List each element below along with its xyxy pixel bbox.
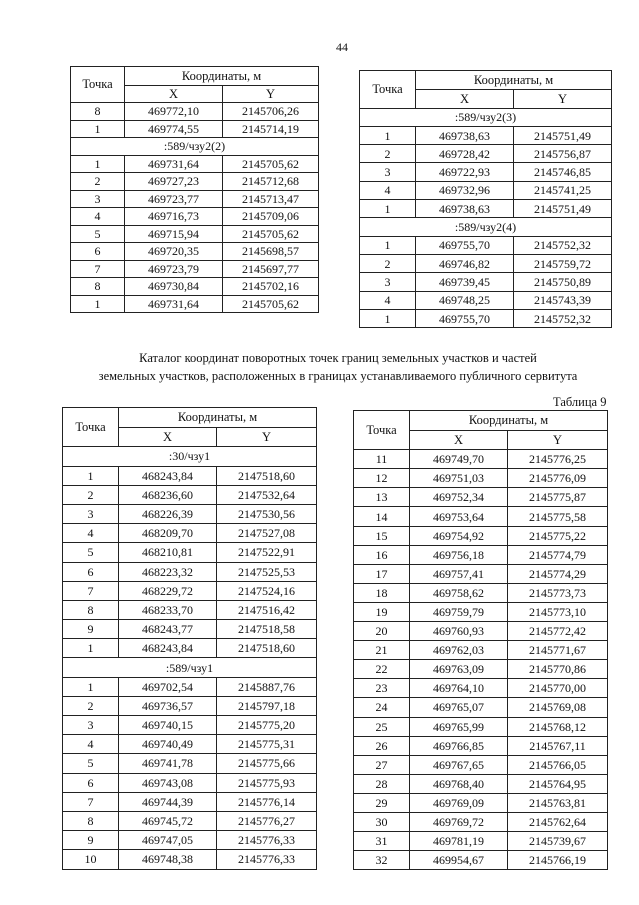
cell-x: 468236,60 [119,485,217,504]
cell-x: 469758,62 [410,583,508,602]
cell-y: 2145766,05 [508,755,608,774]
table-row [354,622,608,641]
header-y: Y [217,428,317,447]
header-x: X [410,431,508,450]
cell-point: 3 [360,163,416,181]
cell-x: 469723,77 [125,190,223,208]
cell-y: 2145767,11 [508,736,608,755]
table-row [360,200,612,218]
cell-x: 469765,99 [410,717,508,736]
cell-point: 6 [63,773,119,792]
cell-y: 2147518,58 [217,620,317,639]
table-bottom-left [62,407,317,870]
table-row [360,291,612,309]
cell-x: 469741,78 [119,754,217,773]
table-row [354,660,608,679]
table-row [63,811,317,830]
cell-point: 24 [354,698,410,717]
cell-x: 468233,70 [119,600,217,619]
cell-point: 5 [63,543,119,562]
cell-y: 2145750,89 [514,273,612,291]
table-row [71,120,319,138]
cell-point: 7 [71,260,125,278]
cell-y: 2145771,67 [508,641,608,660]
cell-point: 15 [354,526,410,545]
table-row [360,273,612,291]
table-row [63,543,317,562]
cell-point: 1 [360,126,416,144]
cell-point: 5 [63,754,119,773]
cell-y: 2145775,93 [217,773,317,792]
cell-y: 2145769,08 [508,698,608,717]
cell-x: 469744,39 [119,792,217,811]
table-row [63,850,317,869]
table-row [71,208,319,226]
cell-x: 469738,63 [416,126,514,144]
cell-x: 469732,96 [416,181,514,199]
cell-x: 468226,39 [119,504,217,523]
table-row [354,755,608,774]
cell-point: 11 [354,450,410,469]
cell-x: 469762,03 [410,641,508,660]
table-row [354,507,608,526]
table-row [354,488,608,507]
cell-x: 469748,38 [119,850,217,869]
catalog-caption-line-1: Каталог координат поворотных точек границ земельных участков и частей [139,351,537,365]
cell-x: 469731,64 [125,295,223,313]
cell-point: 6 [71,243,125,261]
cell-x: 469748,25 [416,291,514,309]
table-row [360,126,612,144]
cell-y: 2145705,62 [223,225,319,243]
cell-y: 2145776,09 [508,469,608,488]
cell-point: 8 [71,103,125,121]
section-title: :30/чзу1 [63,447,317,466]
cell-point: 23 [354,679,410,698]
cell-point: 3 [71,190,125,208]
table-top-left [70,66,319,313]
header-y: Y [514,90,612,108]
table-row [63,735,317,754]
cell-y: 2145712,68 [223,173,319,191]
cell-x: 468229,72 [119,581,217,600]
cell-x: 469723,79 [125,260,223,278]
cell-point: 8 [63,600,119,619]
cell-point: 26 [354,736,410,755]
table-row [360,254,612,272]
cell-x: 469720,35 [125,243,223,261]
cell-point: 3 [63,504,119,523]
cell-y: 2147516,42 [217,600,317,619]
header-point: Точка [63,408,119,447]
cell-x: 469753,64 [410,507,508,526]
cell-y: 2145774,29 [508,564,608,583]
table-row [63,620,317,639]
cell-x: 469739,45 [416,273,514,291]
table-row [360,309,612,327]
cell-point: 1 [360,236,416,254]
cell-x: 468210,81 [119,543,217,562]
table-row [354,736,608,755]
table-row [63,581,317,600]
cell-point: 7 [63,581,119,600]
cell-y: 2145776,33 [217,850,317,869]
table-row [63,773,317,792]
table-row [71,103,319,121]
table-row [63,600,317,619]
table-row [360,163,612,181]
cell-y: 2145766,19 [508,851,608,870]
cell-x: 469754,92 [410,526,508,545]
table-row [354,774,608,793]
table-row [71,260,319,278]
cell-y: 2145698,57 [223,243,319,261]
cell-y: 2147532,64 [217,485,317,504]
table-row [71,243,319,261]
cell-point: 8 [63,811,119,830]
cell-point: 28 [354,774,410,793]
cell-point: 6 [63,562,119,581]
cell-x: 468209,70 [119,524,217,543]
cell-x: 469769,72 [410,812,508,831]
cell-x: 469727,23 [125,173,223,191]
header-x: X [416,90,514,108]
cell-y: 2147522,91 [217,543,317,562]
cell-x: 469764,10 [410,679,508,698]
cell-y: 2145751,49 [514,200,612,218]
cell-y: 2145714,19 [223,120,319,138]
cell-y: 2145775,66 [217,754,317,773]
cell-x: 469702,54 [119,677,217,696]
table-row [63,677,317,696]
cell-x: 469763,09 [410,660,508,679]
cell-x: 469768,40 [410,774,508,793]
cell-y: 2145775,20 [217,716,317,735]
cell-point: 2 [360,145,416,163]
cell-y: 2145705,62 [223,295,319,313]
catalog-caption-line-2: земельных участков, расположенных в границах устанавливаемого публичного сервитута [98,369,578,383]
table-row [71,295,319,313]
cell-x: 469722,93 [416,163,514,181]
cell-x: 469747,05 [119,831,217,850]
cell-point: 9 [63,831,119,850]
cell-x: 469772,10 [125,103,223,121]
header-coordinates: Координаты, м [125,67,319,86]
table-row [63,792,317,811]
table-row [63,639,317,658]
cell-point: 7 [63,792,119,811]
cell-point: 4 [360,181,416,199]
cell-x: 468223,32 [119,562,217,581]
table-row [354,545,608,564]
cell-x: 469765,07 [410,698,508,717]
cell-y: 2145752,32 [514,309,612,327]
cell-point: 16 [354,545,410,564]
cell-y: 2145705,62 [223,155,319,173]
cell-y: 2145775,22 [508,526,608,545]
cell-y: 2145772,42 [508,622,608,641]
table-row [354,641,608,660]
cell-x: 469743,08 [119,773,217,792]
table-row [354,564,608,583]
cell-y: 2145743,39 [514,291,612,309]
table-number: Таблица 9 [553,395,607,409]
cell-y: 2145770,00 [508,679,608,698]
cell-point: 1 [63,466,119,485]
section-title: :589/чзу2(2) [71,138,319,156]
cell-point: 10 [63,850,119,869]
cell-y: 2147518,60 [217,466,317,485]
cell-x: 469757,41 [410,564,508,583]
cell-point: 21 [354,641,410,660]
cell-point: 20 [354,622,410,641]
cell-point: 4 [360,291,416,309]
cell-point: 8 [71,278,125,296]
cell-y: 2145746,85 [514,163,612,181]
cell-point: 1 [71,155,125,173]
header-y: Y [223,85,319,103]
cell-point: 2 [71,173,125,191]
cell-point: 19 [354,602,410,621]
cell-y: 2145762,64 [508,812,608,831]
cell-y: 2145713,47 [223,190,319,208]
cell-point: 9 [63,620,119,639]
cell-x: 469716,73 [125,208,223,226]
table-row [63,485,317,504]
table-row [63,466,317,485]
header-coordinates: Координаты, м [416,71,612,90]
cell-y: 2145697,77 [223,260,319,278]
table-row [354,679,608,698]
table-row [354,698,608,717]
cell-point: 3 [360,273,416,291]
cell-y: 2145752,32 [514,236,612,254]
cell-y: 2145739,67 [508,832,608,851]
cell-point: 29 [354,793,410,812]
page-number: 44 [336,40,348,54]
table-row [63,754,317,773]
table-bottom-right [353,410,608,870]
cell-x: 468243,84 [119,466,217,485]
cell-y: 2145775,31 [217,735,317,754]
cell-y: 2145776,14 [217,792,317,811]
cell-point: 4 [71,208,125,226]
header-point: Точка [354,411,410,450]
section-title: :589/чзу2(3) [360,108,612,126]
section-row [360,218,612,236]
cell-y: 2147527,08 [217,524,317,543]
cell-point: 27 [354,755,410,774]
table-row [354,851,608,870]
cell-y: 2145773,10 [508,602,608,621]
section-row [63,658,317,677]
cell-x: 469759,79 [410,602,508,621]
table-row [354,450,608,469]
cell-x: 469728,42 [416,145,514,163]
table-row [71,173,319,191]
cell-point: 1 [71,120,125,138]
cell-point: 13 [354,488,410,507]
section-row [63,447,317,466]
cell-y: 2145764,95 [508,774,608,793]
cell-point: 1 [63,639,119,658]
cell-point: 1 [360,309,416,327]
cell-point: 30 [354,812,410,831]
cell-x: 469715,94 [125,225,223,243]
table-row [354,717,608,736]
table-row [71,278,319,296]
cell-point: 2 [63,696,119,715]
cell-x: 469774,55 [125,120,223,138]
cell-y: 2145776,25 [508,450,608,469]
cell-x: 469769,09 [410,793,508,812]
cell-x: 469731,64 [125,155,223,173]
cell-y: 2147524,16 [217,581,317,600]
table-row [71,225,319,243]
cell-x: 469749,70 [410,450,508,469]
cell-point: 22 [354,660,410,679]
table-row [360,145,612,163]
cell-y: 2145775,87 [508,488,608,507]
cell-y: 2145741,25 [514,181,612,199]
cell-point: 31 [354,832,410,851]
section-title: :589/чзу1 [63,658,317,677]
cell-x: 469752,34 [410,488,508,507]
cell-x: 468243,84 [119,639,217,658]
cell-point: 25 [354,717,410,736]
table-row [354,602,608,621]
table-row [63,831,317,850]
cell-x: 469755,70 [416,236,514,254]
header-coordinates: Координаты, м [410,411,608,431]
cell-y: 2147530,56 [217,504,317,523]
cell-y: 2145797,18 [217,696,317,715]
cell-point: 1 [71,295,125,313]
table-row [354,832,608,851]
cell-point: 1 [360,200,416,218]
header-y: Y [508,431,608,450]
cell-x: 469740,49 [119,735,217,754]
table-row [63,504,317,523]
cell-y: 2147525,53 [217,562,317,581]
cell-x: 469954,67 [410,851,508,870]
table-row [63,716,317,735]
header-point: Точка [360,71,416,109]
table-row [63,696,317,715]
cell-x: 469767,65 [410,755,508,774]
table-row [71,190,319,208]
cell-point: 12 [354,469,410,488]
cell-y: 2145709,06 [223,208,319,226]
cell-x: 469746,82 [416,254,514,272]
header-point: Точка [71,67,125,103]
cell-point: 14 [354,507,410,526]
cell-y: 2145776,27 [217,811,317,830]
table-row [354,812,608,831]
cell-x: 469756,18 [410,545,508,564]
cell-point: 2 [360,254,416,272]
cell-point: 3 [63,716,119,735]
cell-y: 2147518,60 [217,639,317,658]
table-top-right [359,70,612,328]
cell-y: 2145774,79 [508,545,608,564]
cell-y: 2145702,16 [223,278,319,296]
cell-point: 2 [63,485,119,504]
cell-y: 2145759,72 [514,254,612,272]
table-row [354,469,608,488]
cell-y: 2145706,26 [223,103,319,121]
cell-y: 2145768,12 [508,717,608,736]
header-coordinates: Координаты, м [119,408,317,428]
cell-point: 5 [71,225,125,243]
cell-y: 2145887,76 [217,677,317,696]
table-row [63,524,317,543]
cell-x: 469738,63 [416,200,514,218]
cell-x: 469766,85 [410,736,508,755]
table-row [354,793,608,812]
cell-y: 2145751,49 [514,126,612,144]
cell-point: 17 [354,564,410,583]
cell-y: 2145776,33 [217,831,317,850]
cell-x: 469751,03 [410,469,508,488]
table-row [360,236,612,254]
cell-x: 469760,93 [410,622,508,641]
table-row [354,526,608,545]
header-x: X [119,428,217,447]
cell-y: 2145763,81 [508,793,608,812]
table-row [354,583,608,602]
cell-y: 2145773,73 [508,583,608,602]
section-row [71,138,319,156]
section-row [360,108,612,126]
section-title: :589/чзу2(4) [360,218,612,236]
table-row [63,562,317,581]
cell-x: 469730,84 [125,278,223,296]
cell-x: 469781,19 [410,832,508,851]
cell-point: 18 [354,583,410,602]
cell-y: 2145775,58 [508,507,608,526]
cell-x: 469755,70 [416,309,514,327]
table-row [360,181,612,199]
cell-x: 468243,77 [119,620,217,639]
cell-x: 469745,72 [119,811,217,830]
cell-y: 2145770,86 [508,660,608,679]
cell-point: 4 [63,524,119,543]
cell-point: 4 [63,735,119,754]
cell-y: 2145756,87 [514,145,612,163]
cell-point: 32 [354,851,410,870]
header-x: X [125,85,223,103]
cell-x: 469740,15 [119,716,217,735]
table-row [71,155,319,173]
cell-x: 469736,57 [119,696,217,715]
cell-point: 1 [63,677,119,696]
